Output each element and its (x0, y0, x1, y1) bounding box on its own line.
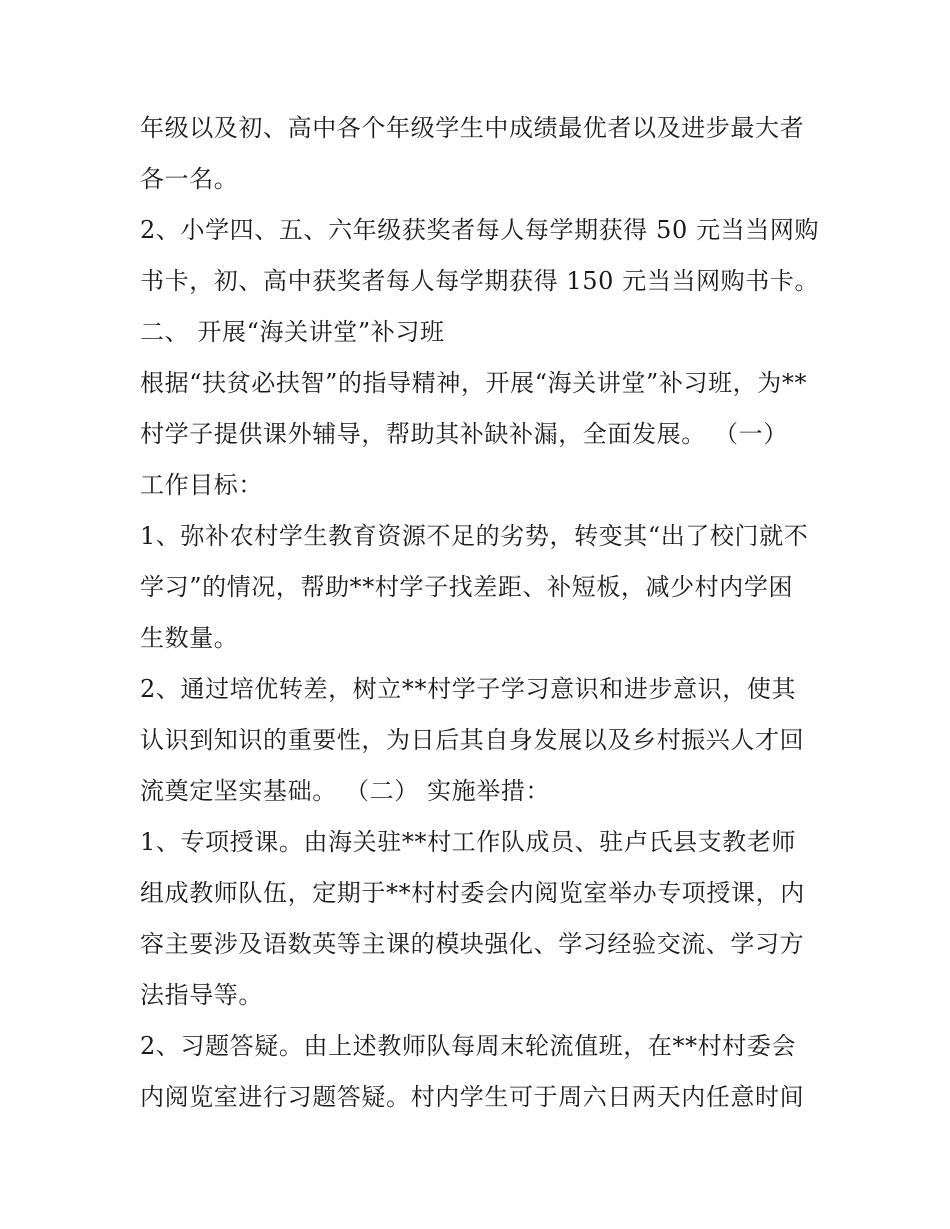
text-line: 流奠定坚实基础。 （二） 实施举措： (140, 777, 551, 805)
text-line: 生数量。 (140, 624, 239, 652)
text-line: 1、专项授课。由海关驻**村工作队成员、驻卢氏县支教老师 (140, 828, 797, 856)
text-line: 认识到知识的重要性，为日后其自身发展以及乡村振兴人才回 (140, 726, 805, 754)
subsection-heading: 工作目标： (140, 471, 263, 499)
text-line: 2、通过培优转差，树立**村学子学习意识和进步意识，使其 (140, 675, 797, 703)
text-line: 书卡，初、高中获奖者每人每学期获得 150 元当当网购书卡。 (140, 267, 820, 295)
text-line: 村学子提供课外辅导，帮助其补缺补漏，全面发展。 （一） (140, 420, 788, 448)
text-line: 各一名。 (140, 165, 239, 193)
text-line: 容主要涉及语数英等主课的模块强化、学习经验交流、学习方 (140, 930, 805, 958)
document-body (140, 103, 820, 1123)
text-line: 1、弥补农村学生教育资源不足的劣势，转变其“出了校门就不 (140, 522, 809, 550)
text-line: 根据“扶贫必扶智”的指导精神，开展“海关讲堂”补习班，为** (140, 369, 808, 397)
text-line: 年级以及初、高中各个年级学生中成绩最优者以及进步最大者 (140, 114, 805, 142)
text-line: 学习”的情况，帮助**村学子找差距、补短板，减少村内学困 (140, 573, 794, 601)
text-line: 内阅览室进行习题答疑。村内学生可于周六日两天内任意时间 (140, 1083, 805, 1111)
section-heading: 二、 开展“海关讲堂”补习班 (140, 318, 445, 346)
text-line: 2、习题答疑。由上述教师队每周末轮流值班，在**村村委会 (140, 1032, 797, 1060)
text-line: 法指导等。 (140, 981, 263, 1009)
text-line: 2、小学四、五、六年级获奖者每人每学期获得 50 元当当网购 (140, 216, 820, 244)
text-line: 组成教师队伍，定期于**村村委会内阅览室举办专项授课，内 (140, 879, 805, 907)
